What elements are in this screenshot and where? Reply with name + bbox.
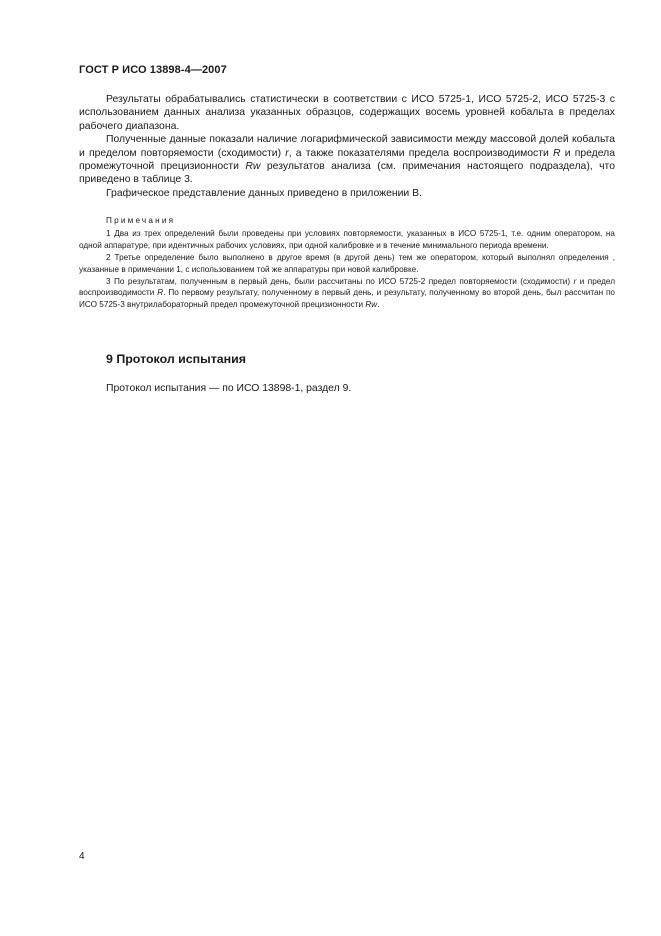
- note-symbol-r: r: [573, 276, 577, 286]
- note-3-part-d: .: [377, 300, 380, 310]
- note-1: 1 Два из трех определений были проведены при условиях повторяемости, указанных в ИСО 5725-1, т.е. одним оператором, на одной аппаратуре, при идентичных рабочих условиях, при одной калибровке и в течение минимального периода времени.: [79, 228, 615, 250]
- note-3-part-c: . По первому результату, полученному в первый день, и результату, полученному во второй день, был рассчитан по ИСО 5725-3 внутрилабораторный предел промежуточной прецизионности: [79, 288, 615, 310]
- notes-block: [79, 215, 615, 311]
- symbol-r: r: [285, 147, 289, 159]
- paragraph-dependence-part-c: и предела промежуточной прецизионности: [79, 147, 615, 173]
- paragraph-dependence-part-d: результатов анализа (см. примечания настоящего подраздела), что приведено в таблице 3.: [79, 161, 615, 186]
- note-3-part-b: и предел воспроизводимости: [79, 276, 615, 298]
- document-header: ГОСТ Р ИСО 13898-4—2007: [79, 64, 227, 76]
- paragraph-dependence-part-b: , а также показателями предела воспроизводимости: [288, 147, 554, 159]
- notes-title: Примечания: [106, 216, 176, 225]
- symbol-Rw: Rw: [245, 161, 261, 173]
- paragraph-statistics: Результаты обрабатывались статистически в соответствии с ИСО 5725-1, ИСО 5725-2, ИСО 5725-3 с использованием данных анализа указанных образцов, содержащих восемь уровней кобальта в пределах рабочего диапазона.: [79, 94, 615, 132]
- results-text: [79, 93, 615, 200]
- paragraph-dependence: [79, 133, 615, 187]
- symbol-R: R: [553, 147, 561, 159]
- note-symbol-R: R: [157, 288, 164, 298]
- paragraph-graphics: Графическое представление данных приведено в приложении В.: [106, 187, 422, 199]
- note-2: 2 Третье определение было выполнено в другое время (в другой день) тем же оператором, который выполнял определения , указанные в примечании 1, с использованием той же аппаратуры при новой калибровке.: [79, 252, 615, 274]
- paragraph-dependence-part-a: Полученные данные показали наличие логарифмической зависимости между массовой долей кобальта и пределом повторяемости (сходимости): [79, 134, 615, 159]
- note-3-part-a: 3 По результатам, полученным в первый день, были рассчитаны по ИСО 5725-2 предел повторяемости (сходимости): [106, 276, 574, 286]
- section-text: Протокол испытания — по ИСО 13898-1, раздел 9.: [106, 383, 352, 394]
- note-symbol-Rw: Rw: [365, 300, 378, 310]
- page-number: 4: [79, 851, 85, 862]
- section-heading: 9 Протокол испытания: [106, 352, 247, 366]
- note-3: [79, 276, 615, 312]
